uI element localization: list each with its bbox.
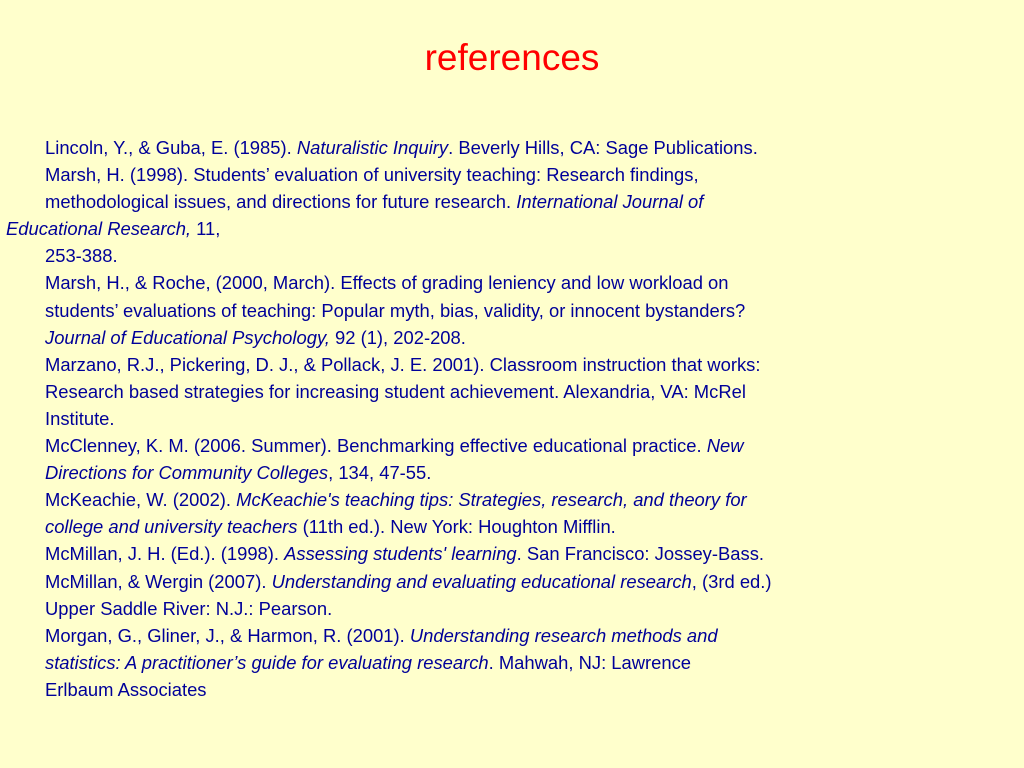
reference-line	[45, 161, 980, 188]
reference-title-text: New	[706, 435, 744, 457]
reference-text: Erlbaum Associates	[45, 678, 207, 700]
reference-line	[45, 595, 980, 622]
reference-text: . Beverly Hills, CA: Sage Publications.	[448, 137, 758, 158]
reference-text: 92 (1), 202-208.	[329, 326, 466, 348]
reference-text: Institute.	[45, 407, 115, 429]
reference-text: McKeachie, W. (2002).	[45, 489, 237, 511]
reference-entry	[45, 486, 980, 540]
reference-line	[45, 134, 980, 161]
reference-line	[45, 432, 980, 459]
reference-line	[6, 215, 980, 242]
reference-line	[45, 378, 980, 405]
reference-title-text: Directions for Community Colleges	[45, 462, 329, 484]
reference-title-text: International Journal of	[516, 191, 704, 213]
reference-title-text: statistics: A practitioner’s guide for evaluating research	[45, 651, 489, 673]
reference-line	[45, 513, 980, 540]
reference-text: Marsh, H., & Roche, (2000, March). Effects of grading leniency and low workload on	[45, 272, 729, 294]
reference-entry	[45, 269, 980, 350]
reference-text: McMillan, J. H. (Ed.). (1998).	[45, 543, 285, 565]
reference-list	[6, 134, 980, 703]
reference-text: 253-388.	[45, 245, 118, 267]
reference-line	[45, 269, 980, 296]
reference-text: . San Francisco: Jossey-Bass.	[516, 543, 764, 565]
reference-entry	[6, 161, 980, 269]
reference-entry	[45, 432, 980, 486]
reference-text: (11th ed.). New York: Houghton Mifflin.	[297, 516, 616, 538]
reference-text: 11,	[191, 218, 221, 240]
reference-title-text: Understanding research methods and	[409, 624, 718, 646]
reference-text: students’ evaluations of teaching: Popular myth, bias, validity, or innocent bystanders?	[45, 299, 746, 321]
reference-text: Marsh, H. (1998). Students’ evaluation of university teaching: Research findings,	[45, 164, 699, 186]
reference-line	[45, 324, 980, 351]
reference-line	[45, 459, 980, 486]
reference-text: . Mahwah, NJ: Lawrence	[488, 651, 692, 673]
reference-title-text: Assessing students' learning	[284, 543, 517, 565]
reference-line	[45, 297, 980, 324]
reference-title-text: Journal of Educational Psychology,	[45, 326, 330, 348]
reference-line	[45, 540, 980, 567]
reference-entry	[45, 540, 980, 567]
reference-line	[45, 486, 980, 513]
reference-title-text: Understanding and evaluating educational research	[271, 570, 692, 592]
reference-text: McMillan, & Wergin (2007).	[45, 570, 272, 592]
reference-entry	[45, 351, 980, 432]
reference-line	[45, 405, 980, 432]
reference-text: , 134, 47-55.	[328, 462, 432, 484]
reference-text: McClenney, K. M. (2006. Summer). Benchmarking effective educational practice.	[45, 435, 707, 457]
reference-line	[45, 568, 980, 595]
reference-line	[45, 242, 980, 269]
reference-entry	[45, 568, 980, 622]
reference-line	[45, 676, 980, 703]
reference-title-text: Educational Research,	[6, 218, 192, 240]
reference-text: Research based strategies for increasing student achievement. Alexandria, VA: McRel	[45, 380, 746, 402]
reference-text: methodological issues, and directions for future research.	[45, 191, 517, 213]
reference-text: Marzano, R.J., Pickering, D. J., & Pollack, J. E. 2001). Classroom instruction that works:	[45, 353, 761, 375]
page-title: references	[424, 37, 600, 78]
reference-line	[45, 351, 980, 378]
reference-text: Upper Saddle River: N.J.: Pearson.	[45, 597, 333, 619]
reference-entry	[45, 134, 980, 161]
reference-title-text: Naturalistic Inquiry	[296, 137, 449, 158]
reference-text: Morgan, G., Gliner, J., & Harmon, R. (2001).	[45, 624, 410, 646]
reference-text: , (3rd ed.)	[691, 570, 772, 592]
reference-line	[45, 188, 980, 215]
reference-title-text: McKeachie's teaching tips: Strategies, research, and theory for	[236, 489, 747, 511]
reference-entry	[45, 622, 980, 703]
reference-line	[45, 622, 980, 649]
reference-title-text: college and university teachers	[45, 516, 298, 538]
reference-text: Lincoln, Y., & Guba, E. (1985).	[45, 137, 297, 158]
reference-line	[45, 649, 980, 676]
